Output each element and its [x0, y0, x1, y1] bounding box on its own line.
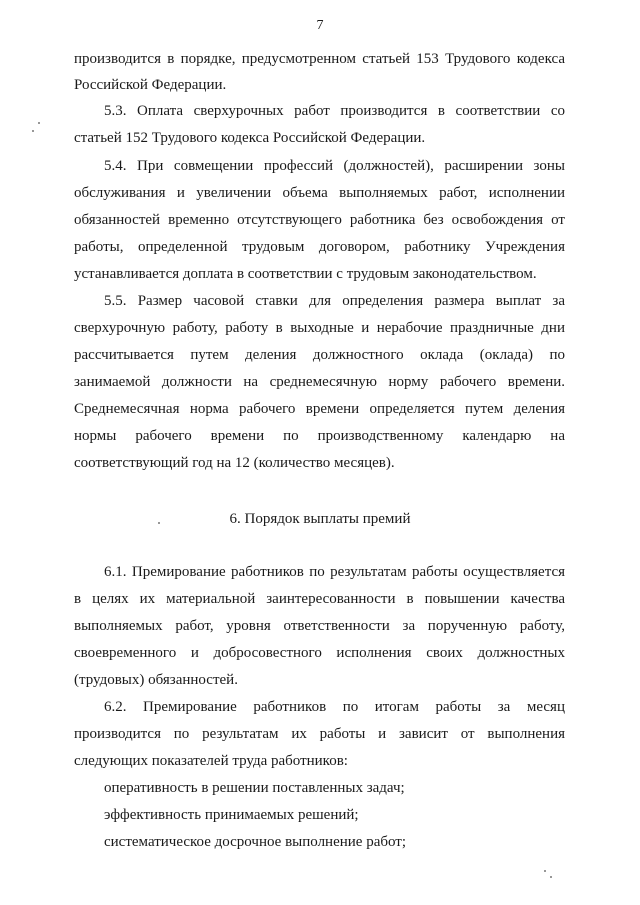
text-line: статьей 152 Трудового кодекса Российской Федерации.	[74, 130, 426, 146]
text-line: занимаемой должности на среднемесячную норму рабочего времени.	[74, 374, 565, 390]
scan-speck	[38, 122, 40, 124]
text-line: в целях их материальной заинтересованности в повышении качества	[74, 591, 565, 607]
list-item: систематическое досрочное выполнение работ;	[104, 834, 407, 850]
text-line: 5.4. При совмещении профессий (должностей), расширении зоны	[104, 158, 565, 174]
page-number: 7	[316, 18, 324, 33]
scan-speck	[158, 522, 160, 524]
text-line: сверхурочную работу, работу в выходные и нерабочие праздничные дни	[74, 320, 565, 336]
list-item: оперативность в решении поставленных задач;	[104, 780, 405, 796]
scan-speck	[544, 870, 546, 872]
text-line: выполняемых работ, уровня ответственности за порученную работу,	[74, 618, 565, 634]
scan-speck	[32, 130, 34, 132]
text-line: обязанностей временно отсутствующего работника без освобождения от	[74, 212, 565, 228]
text-line: 6.2. Премирование работников по итогам работы за месяц	[104, 699, 565, 715]
text-line: рассчитывается путем деления должностного оклада (оклада) по	[74, 347, 565, 363]
text-line: нормы рабочего времени по производственному календарю на	[74, 428, 565, 444]
text-line: 6.1. Премирование работников по результатам работы осуществляется	[104, 564, 565, 580]
text-line: обслуживания и увеличении объема выполняемых работ, исполнении	[74, 185, 565, 201]
text-line: Российской Федерации.	[74, 77, 227, 93]
text-line: соответствующий год на 12 (количество месяцев).	[74, 455, 395, 471]
text-line: устанавливается доплата в соответствии с трудовым законодательством.	[74, 266, 537, 282]
text-line: производится по результатам их работы и зависит от выполнения	[74, 726, 565, 742]
text-line: 5.3. Оплата сверхурочных работ производится в соответствии со	[104, 103, 565, 119]
text-line: 5.5. Размер часовой ставки для определения размера выплат за	[104, 293, 565, 309]
list-item: эффективность принимаемых решений;	[104, 807, 359, 823]
text-line: работы, определенной трудовым договором, работнику Учреждения	[74, 239, 565, 255]
section-heading: 6. Порядок выплаты премий	[229, 511, 411, 527]
text-line: своевременного и добросовестного исполнения своих должностных	[74, 645, 565, 661]
scan-speck	[550, 876, 552, 878]
text-line: производится в порядке, предусмотренном статьей 153 Трудового кодекса	[74, 51, 565, 67]
text-line: следующих показателей труда работников:	[74, 753, 348, 769]
text-line: (трудовых) обязанностей.	[74, 672, 238, 688]
text-line: Среднемесячная норма рабочего времени определяется путем деления	[74, 401, 565, 417]
